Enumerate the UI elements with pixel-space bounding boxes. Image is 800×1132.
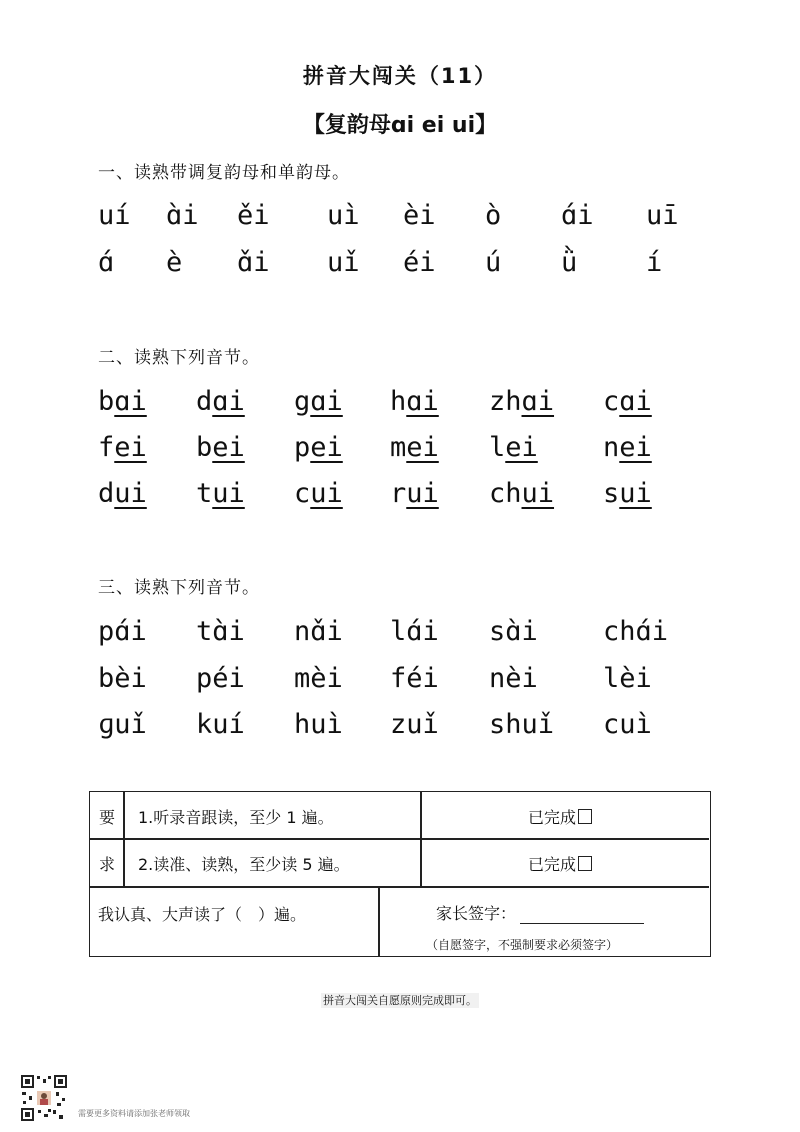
syllable-initial: f	[98, 432, 115, 463]
syllable-s2-r1-c4	[390, 386, 439, 418]
qr-code-icon	[20, 1074, 68, 1122]
syllable-final: ei	[619, 432, 652, 463]
pinyin-s1-r2-c6: ú	[485, 247, 502, 278]
syllable-s2-r2-c2	[196, 432, 245, 464]
syllable-s3-r2-c1: bèi	[98, 663, 147, 694]
signature-line[interactable]	[520, 905, 644, 924]
syllable-initial: n	[603, 432, 620, 463]
syllable-initial: t	[196, 478, 213, 509]
syllable-s3-r1-c2: tɑ̀i	[196, 616, 245, 647]
requirements-label-top: 要	[99, 808, 116, 827]
syllable-s3-r1-c6: chɑ́i	[603, 616, 669, 647]
checkbox-2[interactable]	[578, 856, 592, 871]
syllable-final: ui	[406, 478, 439, 509]
syllable-s2-r1-c1	[98, 386, 147, 418]
qr-caption: 需要更多资料请添加张老师领取	[78, 1109, 190, 1118]
pinyin-s1-r2-c1: ɑ́	[98, 247, 115, 278]
syllable-initial: p	[294, 432, 311, 463]
syllable-s2-r2-c5	[489, 432, 538, 464]
syllable-s3-r2-c4: féi	[390, 663, 439, 694]
pinyin-s1-r1-c8: uī	[646, 200, 679, 231]
syllable-final: ei	[505, 432, 538, 463]
section2-heading: 二、读熟下列音节。	[98, 348, 260, 368]
syllable-s3-r2-c6: lèi	[603, 663, 652, 694]
syllable-s3-r1-c5: sɑ̀i	[489, 616, 538, 647]
pinyin-s1-r2-c5: éi	[403, 247, 436, 278]
syllable-s3-r1-c3: nɑ̌i	[294, 616, 343, 647]
syllable-s3-r2-c2: péi	[196, 663, 245, 694]
pinyin-s1-r2-c7: ǜ	[561, 247, 578, 278]
syllable-final: ui	[619, 478, 652, 509]
requirements-label-bottom: 求	[99, 855, 116, 874]
pinyin-s1-r2-c8: í	[646, 247, 663, 278]
syllable-s3-r3-c2: kuí	[196, 709, 245, 740]
syllable-s2-r3-c4	[390, 478, 439, 510]
parent-sign-row	[436, 901, 644, 924]
syllable-s3-r3-c4: zuǐ	[390, 709, 439, 740]
requirements-table	[89, 791, 711, 957]
syllable-initial: m	[390, 432, 407, 463]
footnote-text: 拼音大闯关自愿原则完成即可。	[323, 994, 477, 1007]
read-count-line: 我认真、大声读了（ ）遍。	[98, 905, 307, 924]
syllable-s2-r3-c2	[196, 478, 245, 510]
pinyin-s1-r2-c3: ɑ̌i	[237, 247, 270, 278]
syllable-initial: b	[98, 386, 115, 417]
syllable-initial: r	[390, 478, 407, 509]
syllable-s2-r1-c3	[294, 386, 343, 418]
syllable-s2-r2-c4	[390, 432, 439, 464]
syllable-s2-r3-c3	[294, 478, 343, 510]
syllable-final: ui	[114, 478, 147, 509]
syllable-s2-r2-c3	[294, 432, 343, 464]
syllable-s3-r3-c3: huì	[294, 709, 343, 740]
syllable-initial: s	[603, 478, 620, 509]
syllable-final: ɑi	[212, 386, 245, 417]
syllable-s3-r2-c3: mèi	[294, 663, 343, 694]
status-2	[528, 852, 592, 875]
section3-heading: 三、读熟下列音节。	[98, 578, 260, 598]
syllable-initial: l	[489, 432, 506, 463]
syllable-initial: c	[294, 478, 311, 509]
page-title: 拼音大闯关（11）	[302, 64, 498, 88]
syllable-s3-r1-c1: pɑ́i	[98, 616, 147, 647]
page-subtitle: 【复韵母ɑi ei ui】	[302, 113, 498, 138]
syllable-final: ui	[521, 478, 555, 509]
syllable-initial: d	[98, 478, 115, 509]
syllable-s2-r3-c1	[98, 478, 147, 510]
syllable-initial: b	[196, 432, 213, 463]
syllable-final: ui	[310, 478, 343, 509]
pinyin-s1-r1-c1: uí	[98, 200, 131, 231]
syllable-s3-r3-c1: ɡuǐ	[98, 709, 147, 740]
pinyin-s1-r1-c2: ɑ̀i	[166, 200, 199, 231]
pinyin-s1-r2-c2: è	[166, 247, 183, 278]
pinyin-s1-r1-c4: uì	[327, 200, 360, 231]
syllable-final: ui	[212, 478, 245, 509]
syllable-s2-r1-c5	[489, 386, 554, 418]
syllable-final: ei	[212, 432, 245, 463]
section1-heading: 一、读熟带调复韵母和单韵母。	[98, 163, 350, 183]
syllable-final: ei	[114, 432, 147, 463]
footnote	[0, 992, 800, 1008]
syllable-initial: g	[294, 386, 311, 417]
syllable-s3-r3-c5: shuǐ	[489, 709, 555, 740]
syllable-s2-r2-c6	[603, 432, 652, 464]
syllable-initial: d	[196, 386, 213, 417]
pinyin-s1-r1-c7: ɑ́i	[561, 200, 594, 231]
pinyin-s1-r1-c6: ò	[485, 200, 502, 231]
requirement-item-2: 2.读准、读熟，至少读 5 遍。	[138, 855, 350, 874]
syllable-final: ɑi	[521, 386, 555, 417]
syllable-initial: h	[390, 386, 407, 417]
syllable-initial: zh	[489, 386, 522, 417]
syllable-final: ɑi	[619, 386, 652, 417]
syllable-s2-r3-c5	[489, 478, 554, 510]
pinyin-s1-r1-c3: ěi	[237, 200, 270, 231]
syllable-s3-r1-c4: lɑ́i	[390, 616, 439, 647]
syllable-s3-r3-c6: cuì	[603, 709, 652, 740]
syllable-final: ɑi	[406, 386, 439, 417]
pinyin-s1-r1-c5: èi	[403, 200, 436, 231]
syllable-initial: c	[603, 386, 620, 417]
status-1-label: 已完成	[528, 808, 577, 827]
syllable-s2-r2-c1	[98, 432, 147, 464]
syllable-final: ɑi	[114, 386, 147, 417]
requirement-item-1: 1.听录音跟读，至少 1 遍。	[138, 808, 334, 827]
checkbox-1[interactable]	[578, 809, 592, 824]
syllable-s2-r1-c2	[196, 386, 245, 418]
syllable-s2-r3-c6	[603, 478, 652, 510]
syllable-s3-r2-c5: nèi	[489, 663, 538, 694]
syllable-s2-r1-c6	[603, 386, 652, 418]
parent-sign-label: 家长签字：	[436, 904, 517, 923]
status-1	[528, 805, 592, 828]
syllable-initial: ch	[489, 478, 522, 509]
status-2-label: 已完成	[528, 855, 577, 874]
syllable-final: ei	[310, 432, 343, 463]
pinyin-s1-r2-c4: uǐ	[327, 247, 360, 278]
sign-note: （自愿签字，不强制要求必须签字）	[426, 938, 619, 952]
syllable-final: ei	[406, 432, 439, 463]
syllable-final: ɑi	[310, 386, 343, 417]
